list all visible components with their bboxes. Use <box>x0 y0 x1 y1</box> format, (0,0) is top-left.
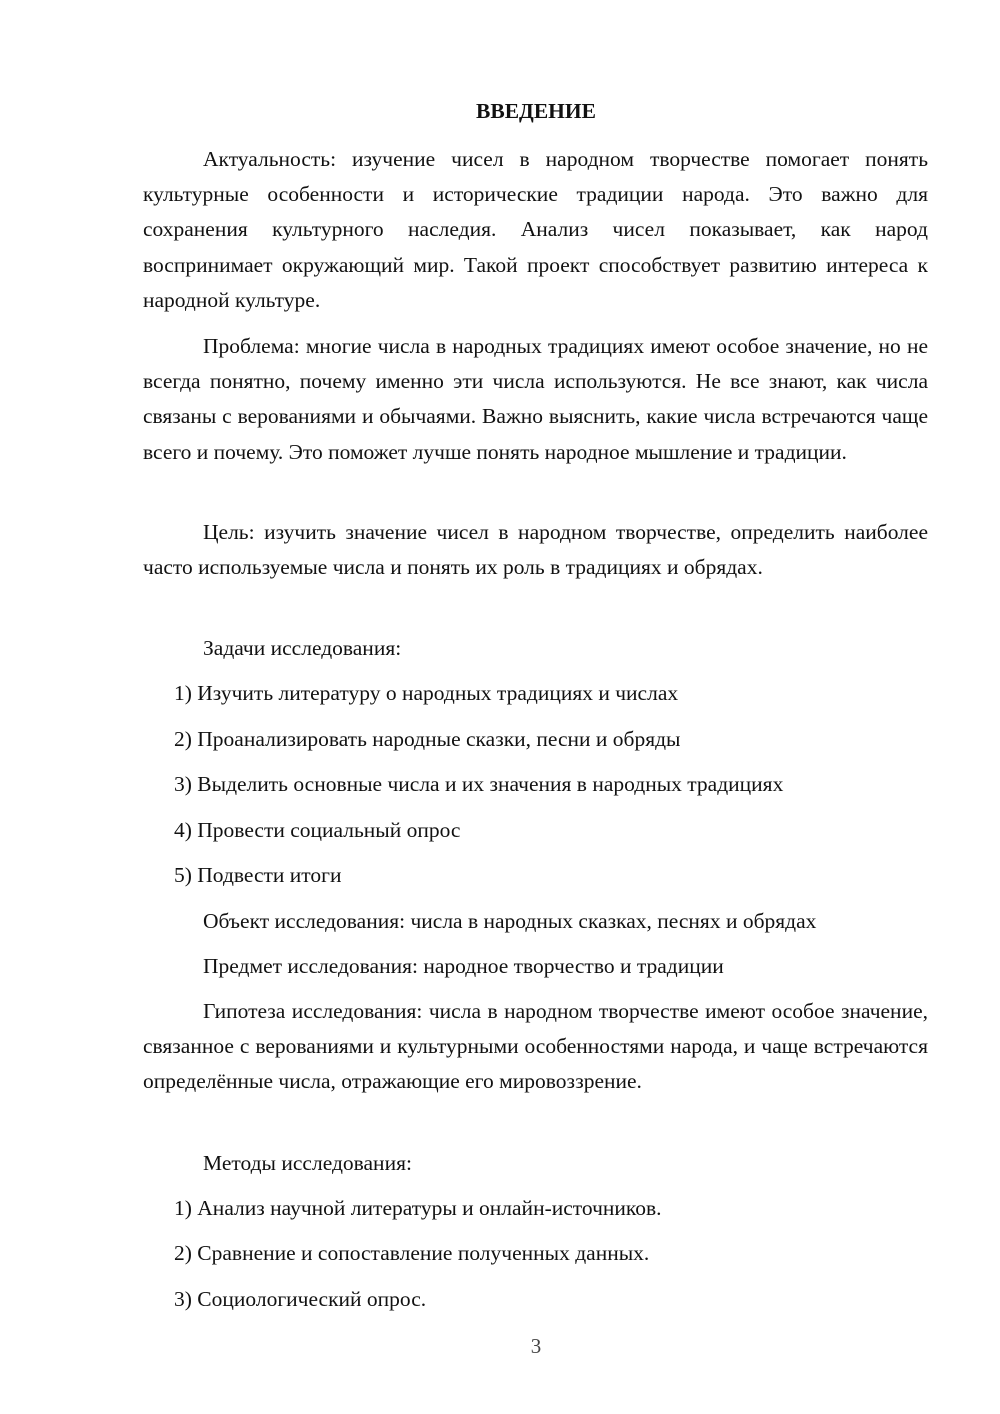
list-item: 4) Провести социальный опрос <box>174 818 461 842</box>
methods-heading: Методы исследования: <box>203 1151 412 1175</box>
list-item: 1) Изучить литературу о народных традициях и числах <box>174 681 679 705</box>
list-item: 2) Проанализировать народные сказки, песни и обряды <box>174 727 681 751</box>
subject-line: Предмет исследования: народное творчество и традиции <box>203 954 724 978</box>
hypothesis-paragraph: Гипотеза исследования: числа в народном творчестве имеют особое значение, связанное с верованиями и культурными особенностями народа, и чаще встречаются определённые числа, отражающие его мировоззрение. <box>143 999 928 1094</box>
list-item: 3) Социологический опрос. <box>174 1287 427 1311</box>
goal-paragraph: Цель: изучить значение чисел в народном творчестве, определить наиболее часто используемые числа и понять их роль в традициях и обрядах. <box>143 520 928 580</box>
relevance-paragraph: Актуальность: изучение чисел в народном творчестве помогает понять культурные особенности и исторические традиции народа. Это важно для сохранения культурного наследия. Анализ чисел показывает, как народ воспринимает окружающий мир. Такой проект способствует развитию интереса к народной культуре. <box>143 147 928 312</box>
list-item: 5) Подвести итоги <box>174 863 342 887</box>
list-item: 2) Сравнение и сопоставление полученных данных. <box>174 1241 650 1265</box>
object-line: Объект исследования: числа в народных сказках, песнях и обрядах <box>203 909 817 933</box>
page-number: 3 <box>530 1334 542 1358</box>
tasks-heading: Задачи исследования: <box>203 636 402 660</box>
page-title: ВВЕДЕНИЕ <box>476 99 596 123</box>
list-item: 1) Анализ научной литературы и онлайн-источников. <box>174 1196 662 1220</box>
list-item: 3) Выделить основные числа и их значения в народных традициях <box>174 772 784 796</box>
problem-paragraph: Проблема: многие числа в народных традициях имеют особое значение, но не всегда понятно, почему именно эти числа используются. Не все знают, как числа связаны с верованиями и обычаями. Важно выяснить, какие числа встречаются чаще всего и почему. Это поможет лучше понять народное мышление и традиции. <box>143 334 928 464</box>
